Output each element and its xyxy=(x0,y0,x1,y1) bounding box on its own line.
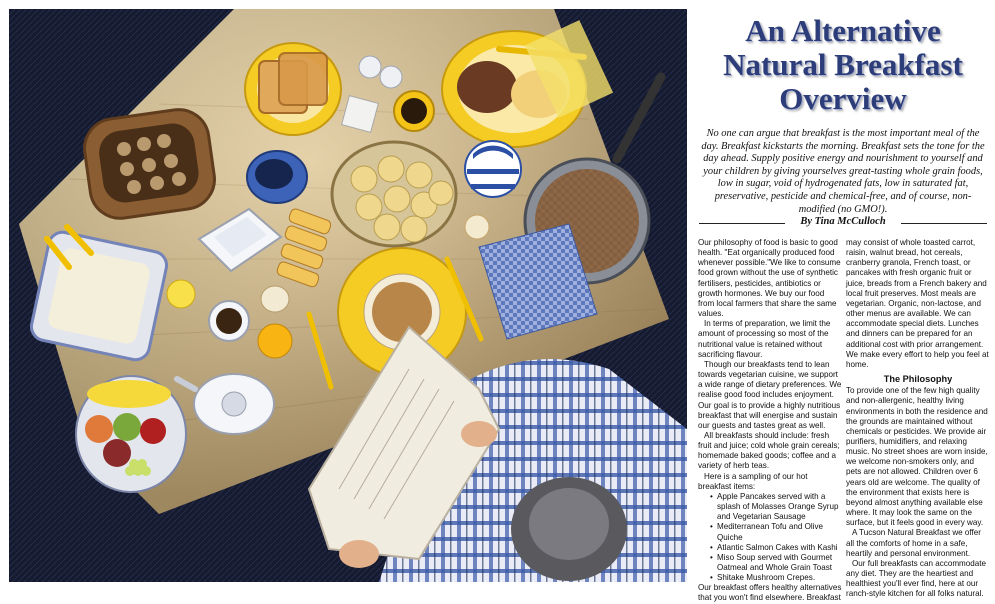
mushroom-dish xyxy=(81,106,219,222)
article-title xyxy=(695,14,991,116)
coffee-cup xyxy=(209,301,249,341)
list-item: • Shitake Mushroom Crepes. xyxy=(710,573,842,583)
article-intro: No one can argue that breakfast is the most important meal of the day. Breakfast kickstarts the morning. Breakfast sets the tone for the day ahead. Supply positive energy and nourishment to yourself and your children by giving yourselves great-tasting whole grain foods, low in sugar, void of hydrogenated fats, low in saturated fat, preservative, pesticide and chemical-free, and of course, non-modified (no GMO!). xyxy=(701,128,985,215)
paragraph: To provide one of the few high quality and non-allergenic, healthy living environments in both the residence and the grounds are maintained without chemicals or pesticides. We provide air purifiers, humidifiers, and relaxing music. No street shoes are worn inside, we welcome non-smokers only, and pets are not allowed. Children over 6 years old are welcome. The quality of the environment that exists here is beyond almost anything available else where. It may look the same on the surface, but it feels good in every way. xyxy=(846,386,988,528)
orange-juice-glass xyxy=(258,324,292,358)
paragraph: Our full breakfasts can accommodate any diet. They are the heartiest and healthiest you'll ever find, here at our ranch-style kitchen for all folks natural. xyxy=(846,558,987,599)
toast-plate xyxy=(245,43,341,135)
hot-breakfast-list xyxy=(698,492,842,583)
byline-row xyxy=(699,216,987,230)
paragraph: may consist of whole toasted carrot, raisin, walnut bread, hot cereals, cranberry granola, French toast, or pancakes with fresh organic fruit or juice, breads from a French bakery and local fruit preserves. Most meals are vegetarian. Organic, non-lactose, and other menus are available. We can accommodate special diets. Lunches and dinners can be prepared for an additional cost with prior arrangement. We make every effort to help you feel at home. xyxy=(846,238,989,369)
lemon-slice xyxy=(167,280,195,308)
paragraph: In terms of preparation, we limit the amount of processing so most of the nutritional value is retained without sacrificing flavour. xyxy=(698,319,831,359)
paragraph: A Tucson Natural Breakfast we offer all the comforts of home in a safe, heartily and personal environment. xyxy=(846,528,981,558)
title-line-2: Natural Breakfast xyxy=(723,47,963,82)
title-line-1: An Alternative xyxy=(745,13,941,48)
boiled-egg xyxy=(261,286,289,312)
byline: By Tina McCulloch xyxy=(800,216,886,227)
muffin-basket xyxy=(332,142,456,246)
paragraph: Though our breakfasts tend to lean towards vegetarian cuisine, we support a wide range of dietary preferences. We realise good food includes enjoyment. Our goal is to provide a highly nutritious breakfast that will energise and sustain our guests and tastes great as well. xyxy=(698,359,842,430)
list-item: • Mediterranean Tofu and Olive Quiche xyxy=(710,522,842,542)
text-column-left xyxy=(698,238,842,604)
pepper-shaker xyxy=(380,66,402,88)
paragraph: Our breakfast offers healthy alternatives that you won't find elsewhere. Breakfast xyxy=(698,583,842,603)
fruit-bowl xyxy=(76,376,186,492)
paragraph: Our philosophy of food is basic to good health. "Eat organically produced food whenever possible."We like to consume food grown without the use of synthetic fertilisers, pesticides, antibiotics or growth hormones. We buy our food from local farmers that share the same values. xyxy=(698,238,841,319)
egg-cup xyxy=(465,215,489,239)
blue-pitcher xyxy=(247,151,307,203)
list-item: • Apple Pancakes served with a splash of Molasses Orange Syrup and Vegetarian Sausage xyxy=(710,492,842,522)
list-item: • Atlantic Salmon Cakes with Kashi xyxy=(710,543,842,553)
text-column-right xyxy=(846,238,990,599)
striped-sugar-bowl xyxy=(465,141,521,197)
section-heading: The Philosophy xyxy=(883,374,953,385)
title-line-3: Overview xyxy=(779,81,907,116)
article-panel xyxy=(687,0,995,603)
breakfast-table-photo xyxy=(9,9,687,582)
byline-rule-left xyxy=(699,223,785,224)
list-item: • Miso Soup served with Gourmet Oatmeal and Whole Grain Toast xyxy=(710,553,842,573)
byline-rule-right xyxy=(901,223,987,224)
paragraph: Here is a sampling of our hot breakfast items: xyxy=(698,471,808,491)
salt-shaker xyxy=(359,56,381,78)
paragraph: All breakfasts should include: fresh fruit and juice; cold whole grain cereals; homemade baked goods; coffee and a variety of herb teas. xyxy=(698,430,840,471)
